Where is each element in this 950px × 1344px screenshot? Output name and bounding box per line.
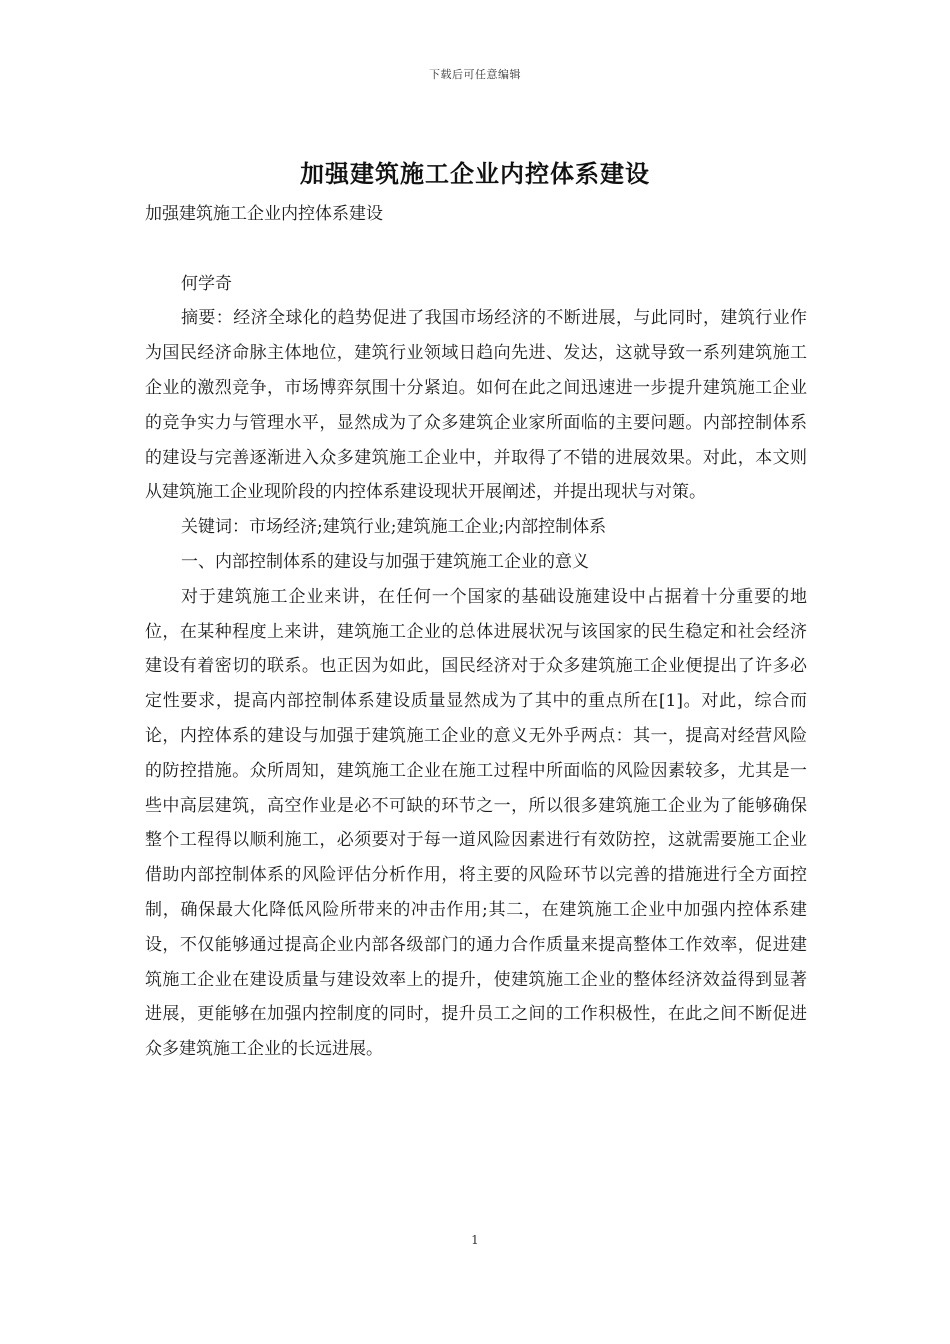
- page-number: 1: [471, 1233, 479, 1247]
- section-paragraph: 对于建筑施工企业来讲，在任何一个国家的基础设施建设中占据着十分重要的地位，在某种程度上来讲，建筑施工企业的总体进展状况与该国家的民生稳定和社会经济建设有着密切的联系。也正因为如此，国民经济对于众多建筑施工企业便提出了许多必定性要求，提高内部控制体系建设质量显然成为了其中的重点所在[1]。对此，综合而论，内控体系的建设与加强于建筑施工企业的意义无外乎两点：其一，提高对经营风险的防控措施。众所周知，建筑施工企业在施工过程中所面临的风险因素较多，尤其是一些中高层建筑，高空作业是必不可缺的环节之一，所以很多建筑施工企业为了能够确保整个工程得以顺利施工，必须要对于每一道风险因素进行有效防控，这就需要施工企业借助内部控制体系的风险评估分析作用，将主要的风险环节以完善的措施进行全方面控制，确保最大化降低风险所带来的冲击作用;其二，在建筑施工企业中加强内控体系建设，不仅能够通过提高企业内部各级部门的通力合作质量来提高整体工作效率，促进建筑施工企业在建设质量与建设效率上的提升，使建筑施工企业的整体经济效益得到显著进展，更能够在加强内控制度的同时，提升员工之间的工作积极性，在此之间不断促进众多建筑施工企业的长远进展。: [145, 586, 807, 1060]
- document-body: [145, 197, 807, 1067]
- section-heading: 一、内部控制体系的建设与加强于建筑施工企业的意义: [181, 551, 589, 572]
- subtitle: 加强建筑施工企业内控体系建设: [145, 204, 383, 224]
- blank-line: [145, 232, 807, 267]
- author: 何学奇: [181, 273, 232, 294]
- header-note: 下载后可任意编辑: [429, 68, 521, 81]
- keywords: 关键词：市场经济;建筑行业;建筑施工企业;内部控制体系: [181, 517, 607, 538]
- document-title: 加强建筑施工企业内控体系建设: [300, 159, 650, 188]
- abstract-paragraph: 摘要：经济全球化的趋势促进了我国市场经济的不断进展，与此同时，建筑行业作为国民经济命脉主体地位，建筑行业领域日趋向先进、发达，这就导致一系列建筑施工企业的激烈竞争，市场博弈氛围十分紧迫。如何在此之间迅速进一步提升建筑施工企业的竞争实力与管理水平，显然成为了众多建筑企业家所面临的主要问题。内部控制体系的建设与完善逐渐进入众多建筑施工企业中，并取得了不错的进展效果。对此，本文则从建筑施工企业现阶段的内控体系建设现状开展阐述，并提出现状与对策。: [145, 308, 807, 503]
